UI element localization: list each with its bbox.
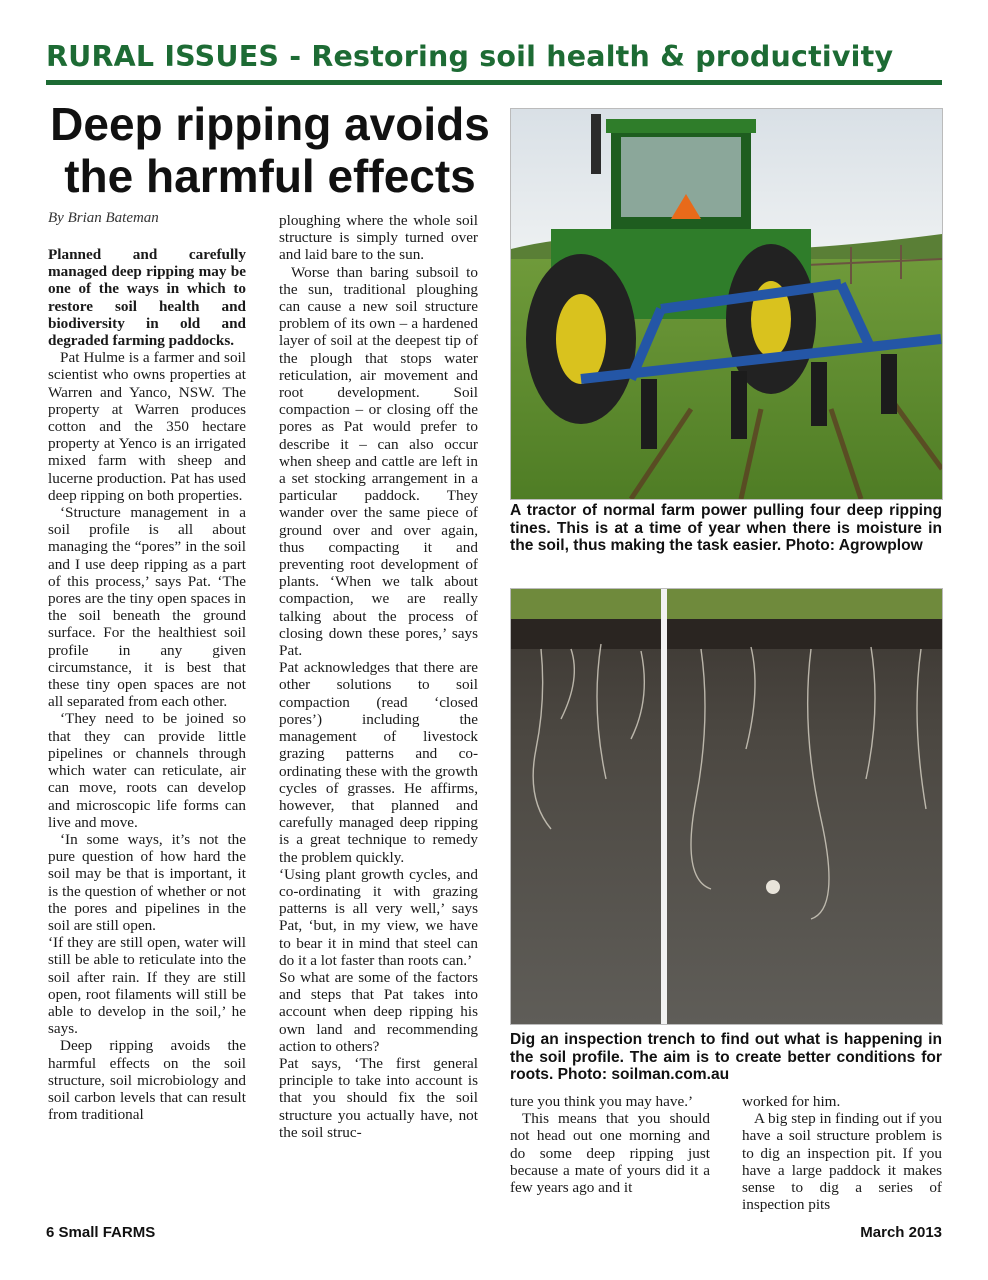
paragraph: ploughing where the whole soil structure is simply turned over and laid bare to the sun. — [279, 212, 478, 264]
article-column-4 — [742, 1093, 942, 1213]
paragraph: Worse than baring subsoil to the sun, traditional ploughing can cause a new soil structure problem of its own – a hardened layer of soil at the deepest tip of the plough that stops water reticulation, air movement and root development. Soil compaction – or closing off the pores as Pat would prefer to describe it – can also occur when sheep and cattle are left in a set stocking arrangement in a particular paddock. They wander over the same piece of ground over and over again, thus compacting it and preventing root development of plants. ‘When we talk about compaction, we are really talking about the process of closing down these pores,’ says Pat. — [279, 263, 478, 660]
paragraph: Deep ripping avoids the harmful effects on the soil structure, soil microbiology and soil carbon levels that can result from traditional — [48, 1037, 246, 1124]
paragraph: Pat acknowledges that there are other solutions to soil compaction (read ‘closed pores’) including the management of livestock grazing patterns and co-ordinating these with the growth cycles of grasses. He affirms, however, that planned and carefully managed deep ripping is a great technique to remedy the problem quickly. — [279, 659, 478, 866]
paragraph: ‘If they are still open, water will still be able to reticulate into the soil after rain. If they are still open, root filaments will still be able to develop in the soil,’ he says. — [48, 934, 246, 1038]
byline: By Brian Bateman — [48, 210, 159, 226]
article-column-3 — [510, 1093, 710, 1196]
article-column-1 — [48, 246, 246, 1123]
headline: Deep ripping avoids the harmful effects — [50, 98, 490, 202]
paragraph: Pat says, ‘The first general principle to take into account is that you should fix the soil structure you actually have, not the soil struc- — [279, 1054, 478, 1141]
paragraph: This means that you should not head out one morning and do some deep ripping just because a mate of yours did it a few years ago and it — [510, 1110, 710, 1197]
paragraph: So what are some of the factors and steps that Pat takes into account when deep ripping his own land and recommending action to others? — [279, 968, 478, 1055]
soil-trench-photo — [510, 588, 943, 1025]
paragraph: ‘In some ways, it’s not the pure question of how hard the soil may be that is important, it is the question of whether or not the pores and pipelines in the soil are still open. — [48, 830, 246, 934]
page-number-footer: 6 Small FARMS — [46, 1224, 156, 1241]
paragraph: ture you think you may have.’ — [510, 1093, 694, 1110]
paragraph: ‘They need to be joined so that they can provide little pipelines or channels through which water can reticulate, air can move, roots can develop and microscopic life forms can live and move. — [48, 710, 246, 831]
paragraph: ‘Structure management in a soil profile is all about managing the “pores” in the soil and I use deep ripping as a part of this process,’ says Pat. ‘The pores are the tiny open spaces in the soil beneath the ground surface. For the healthiest soil profile in any given circumstance, it is best that these tiny open spaces are not all separated from each other. — [48, 504, 246, 711]
lede-paragraph: Planned and carefully managed deep ripping may be one of the ways in which to restore soil health and biodiversity in old and degraded farming paddocks. — [48, 246, 246, 350]
article-column-2 — [279, 212, 478, 1141]
section-banner: RURAL ISSUES - Restoring soil health & productivity — [46, 40, 894, 73]
tractor-photo-caption: A tractor of normal farm power pulling four deep ripping tines. This is at a time of year when there is moisture in the soil, thus making the task easier. Photo: Agrowplow — [510, 502, 942, 554]
paragraph: A big step in finding out if you have a soil structure problem is to dig an inspection pit. If you have a large paddock it makes sense to dig a series of inspection pits — [742, 1110, 942, 1214]
trench-photo-caption: Dig an inspection trench to find out what is happening in the soil profile. The aim is to create better conditions for roots. Photo: soilman.com.au — [510, 1031, 942, 1083]
banner-rule — [46, 80, 942, 85]
paragraph: ‘Using plant growth cycles, and co-ordinating it with grazing patterns is all very well,’ says Pat, ‘but, in my view, we have to bear it in mind that steel can do it a lot faster than roots can.’ — [279, 865, 478, 969]
paragraph: worked for him. — [742, 1093, 841, 1110]
tractor-illustration — [511, 109, 942, 499]
issue-date-footer: March 2013 — [860, 1224, 942, 1241]
soil-trench-illustration — [511, 589, 942, 1024]
tractor-photo — [510, 108, 943, 500]
paragraph: Pat Hulme is a farmer and soil scientist who owns properties at Warren and Yanco, NSW. The property at Warren produces cotton and the 350 hectare property at Yenco is an irrigated mixed farm with sheep and lucerne production. Pat has used deep ripping on both properties. — [48, 349, 246, 504]
